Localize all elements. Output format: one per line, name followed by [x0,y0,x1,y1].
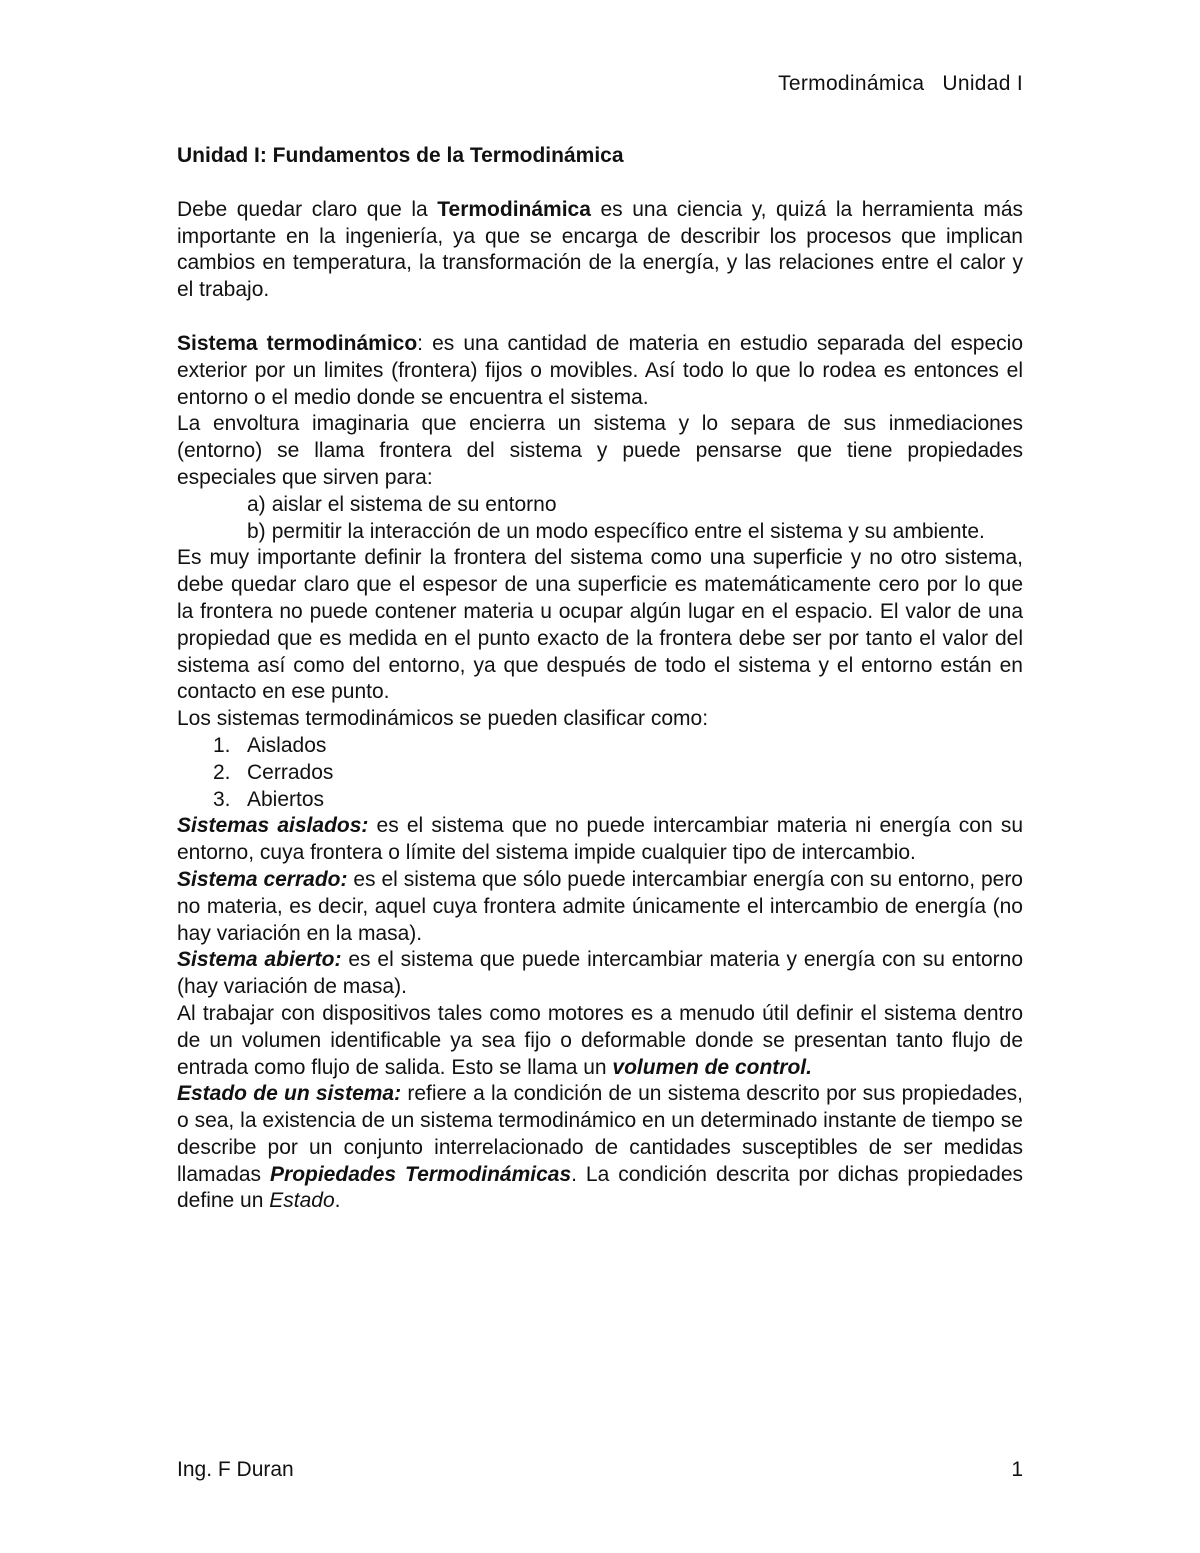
estado-text-mid: . La condición descrita por dichas propiedades define un [177,1162,1023,1213]
page-header [778,72,1023,96]
aislados-term: Sistemas aislados: [177,814,369,838]
list-item-label: b) [247,519,266,543]
header-subject: Termodinámica [778,72,925,95]
volumen-term: volumen de control. [612,1055,812,1079]
sistema-term: Sistema termodinámico [177,331,418,355]
aislados-paragraph [177,813,1023,867]
cerrado-paragraph [177,867,1023,947]
list-item [177,519,1023,546]
cerrado-term: Sistema cerrado: [177,867,348,891]
list-item-number: 2. [213,760,231,784]
list-item [177,787,1023,814]
volumen-text: Al trabajar con dispositivos tales como motores es a menudo útil definir el sistema dentro de un volumen identificable ya sea fijo o deformable donde se presentan tanto flujo de entrada como flujo de salida. Esto se llama un [177,1001,1023,1079]
list-item-text: Abiertos [247,787,325,811]
abierto-term: Sistema abierto: [177,948,342,972]
intro-text-pre: Debe quedar claro que la [177,197,438,221]
list-item [177,733,1023,760]
abierto-paragraph [177,947,1023,1001]
intro-paragraph [177,197,1023,304]
clasificar-paragraph: Los sistemas termodinámicos se pueden clasificar como: [177,707,709,731]
estado-text-end: . [334,1189,341,1213]
list-item-number: 1. [213,733,231,757]
cerrado-text: es el sistema que sólo puede intercambiar energía con su entorno, pero no materia, es decir, aquel cuya frontera admite únicamente el intercambio de energía (no hay variación en la masa). [177,867,1023,945]
estado-italic: Estado [269,1189,335,1213]
document-title: Unidad I: Fundamentos de la Termodinámica [177,144,624,167]
list-item-text: Cerrados [247,760,334,784]
envoltura-paragraph: La envoltura imaginaria que encierra un sistema y lo separa de sus inmediaciones (entorno) se llama frontera del sistema y puede pensarse que tiene propiedades especiales que sirven para: [177,412,1023,489]
abierto-text: es el sistema que puede intercambiar materia y energía con su entorno (hay variación de masa). [177,948,1024,999]
tipos-list [177,733,1023,813]
estado-text-pre: refiere a la condición de un sistema descrito por sus propiedades, o sea, la existencia de un sistema termodinámico en un determinado instante de tiempo se describe por un conjunto interrelacionado de cantidades susceptibles de ser medidas llamadas [177,1082,1023,1186]
footer-author: Ing. F Duran [177,1458,294,1481]
volumen-paragraph [177,1001,1023,1081]
list-item-number: 3. [213,787,231,811]
header-unit: Unidad I [942,72,1023,95]
list-item-text: Aislados [247,733,327,757]
document-body [177,143,1023,1215]
paragraph-gap [177,304,1023,331]
list-item-label: a) [247,492,266,516]
estado-paragraph [177,1081,1023,1215]
aislados-text: es el sistema que no puede intercambiar materia ni energía con su entorno, cuya frontera o límite del sistema impide cualquier tipo de intercambio. [177,814,1023,865]
list-item [177,492,1023,519]
intro-term: Termodinámica [437,197,591,221]
list-item [177,760,1023,787]
sistema-text: : es una cantidad de materia en estudio separada del especio exterior por un limites (frontera) fijos o movibles. Así todo lo que lo rodea es entonces el entorno o el medio donde se encuentra el sistema. [177,331,1023,409]
intro-text-post: es una ciencia y, quizá la herramienta más importante en la ingeniería, ya que se encarga de describir los procesos que implican cambios en temperatura, la transformación de la energía, y las relaciones entre el calor y el trabajo. [177,197,1023,302]
footer-page-number: 1 [1011,1458,1023,1481]
list-item-text: aislar el sistema de su entorno [271,492,557,516]
propiedades-list [177,492,1023,546]
list-item-text: permitir la interacción de un modo específico entre el sistema y su ambiente. [271,519,985,543]
propiedades-term: Propiedades Termodinámicas [270,1162,572,1186]
estado-term: Estado de un sistema: [177,1082,402,1106]
sistema-paragraph [177,331,1023,411]
frontera-paragraph: Es muy importante definir la frontera del sistema como una superficie y no otro sistema, debe quedar claro que el espesor de una superficie es matemáticamente cero por lo que la frontera no puede contener materia u ocupar algún lugar en el espacio. El valor de una propiedad que es medida en el punto exacto de la frontera debe ser por tanto el valor del sistema así como del entorno, ya que después de todo el sistema y el entorno están en contacto en ese punto. [177,546,1023,704]
